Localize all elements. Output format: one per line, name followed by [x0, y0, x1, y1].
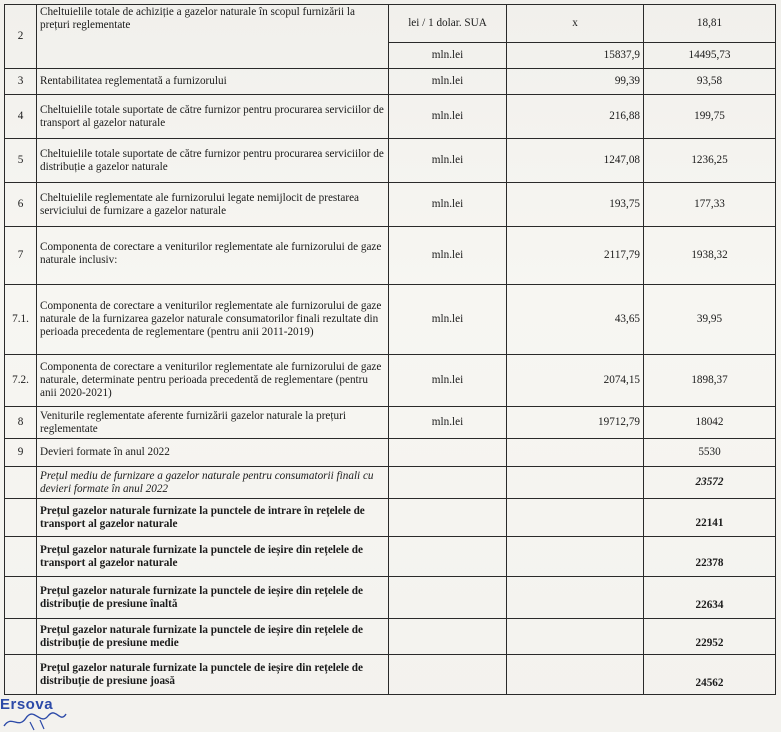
row-value-2: 22378 — [644, 537, 776, 577]
row-unit: mln.lei — [389, 285, 507, 355]
row-number: 4 — [5, 95, 37, 139]
row-value-1: 2117,79 — [507, 227, 644, 285]
row-value-1: 43,65 — [507, 285, 644, 355]
row-value-2: 14495,73 — [644, 43, 776, 69]
row-value-1: 193,75 — [507, 183, 644, 227]
row-number: 7.1. — [5, 285, 37, 355]
row-description: Prețul mediu de furnizare a gazelor naturale pentru consumatorii finali cu devieri formate în anul 2022 — [37, 467, 389, 499]
table-row — [5, 227, 776, 285]
row-number: 9 — [5, 439, 37, 467]
row-value-1 — [507, 499, 644, 537]
row-value-2: 39,95 — [644, 285, 776, 355]
row-value-2: 24562 — [644, 655, 776, 695]
row-description: Componenta de corectare a veniturilor reglementate ale furnizorului de gaze naturale inclusiv: — [37, 227, 389, 285]
row-value-2: 22141 — [644, 499, 776, 537]
row-value-2: 1938,32 — [644, 227, 776, 285]
row-value-2: 5530 — [644, 439, 776, 467]
row-unit — [389, 577, 507, 619]
row-unit — [389, 439, 507, 467]
row-unit: mln.lei — [389, 227, 507, 285]
row-unit: mln.lei — [389, 139, 507, 183]
row-value-1: 99,39 — [507, 69, 644, 95]
row-value-1 — [507, 619, 644, 655]
row-number: 2 — [5, 5, 37, 69]
row-description: Prețul gazelor naturale furnizate la punctele de ieșire din rețelele de transport al gazelor naturale — [37, 537, 389, 577]
table-row — [5, 5, 776, 43]
row-value-1 — [507, 537, 644, 577]
row-value-2: 18042 — [644, 407, 776, 439]
table-row — [5, 285, 776, 355]
table-row — [5, 407, 776, 439]
row-number: 3 — [5, 69, 37, 95]
table-row — [5, 139, 776, 183]
signature — [0, 696, 70, 732]
row-value-2: 23572 — [644, 467, 776, 499]
signature-name: Ersova — [0, 696, 54, 713]
row-value-2: 22634 — [644, 577, 776, 619]
row-unit: mln.lei — [389, 43, 507, 69]
table-row — [5, 499, 776, 537]
table-row — [5, 577, 776, 619]
row-value-1: 19712,79 — [507, 407, 644, 439]
row-description: Cheltuielile totale suportate de către furnizor pentru procurarea serviciilor de distribuție a gazelor naturale — [37, 139, 389, 183]
table-row — [5, 537, 776, 577]
row-value-1 — [507, 439, 644, 467]
row-value-2: 199,75 — [644, 95, 776, 139]
row-description: Prețul gazelor naturale furnizate la punctele de intrare în rețelele de transport al gazelor naturale — [37, 499, 389, 537]
row-unit: mln.lei — [389, 407, 507, 439]
table-row — [5, 95, 776, 139]
row-unit — [389, 467, 507, 499]
row-value-1: x — [507, 5, 644, 43]
row-unit: mln.lei — [389, 183, 507, 227]
row-number — [5, 467, 37, 499]
row-description: Veniturile reglementate aferente furnizării gazelor naturale la prețuri reglementate — [37, 407, 389, 439]
row-number — [5, 499, 37, 537]
row-description: Cheltuielile totale suportate de către furnizor pentru procurarea serviciilor de transport al gazelor naturale — [37, 95, 389, 139]
row-value-2: 177,33 — [644, 183, 776, 227]
row-number — [5, 577, 37, 619]
row-value-2: 22952 — [644, 619, 776, 655]
row-number — [5, 619, 37, 655]
row-description: Prețul gazelor naturale furnizate la punctele de ieșire din rețelele de distribuție de presiune joasă — [37, 655, 389, 695]
row-value-1 — [507, 577, 644, 619]
row-value-2: 1898,37 — [644, 355, 776, 407]
row-unit: mln.lei — [389, 69, 507, 95]
row-description: Prețul gazelor naturale furnizate la punctele de ieșire din rețelele de distribuție de presiune înaltă — [37, 577, 389, 619]
signature-scribble-icon — [0, 696, 70, 732]
table-row — [5, 619, 776, 655]
row-number: 8 — [5, 407, 37, 439]
table-row — [5, 69, 776, 95]
row-description: Devieri formate în anul 2022 — [37, 439, 389, 467]
table-row — [5, 439, 776, 467]
row-number — [5, 655, 37, 695]
row-number: 7 — [5, 227, 37, 285]
table-row — [5, 355, 776, 407]
row-number: 5 — [5, 139, 37, 183]
row-value-1 — [507, 467, 644, 499]
table-row — [5, 655, 776, 695]
row-number: 7.2. — [5, 355, 37, 407]
row-unit: lei / 1 dolar. SUA — [389, 5, 507, 43]
row-number — [5, 537, 37, 577]
row-value-2: 1236,25 — [644, 139, 776, 183]
row-value-2: 93,58 — [644, 69, 776, 95]
row-unit — [389, 537, 507, 577]
row-value-2: 18,81 — [644, 5, 776, 43]
row-description: Componenta de corectare a veniturilor reglementate ale furnizorului de gaze naturale de la furnizarea gazelor naturale consumatorilor finali rezultate din perioada precedenta de reglementare (pentru anii 2011-2019) — [37, 285, 389, 355]
row-value-1: 15837,9 — [507, 43, 644, 69]
table-row — [5, 467, 776, 499]
row-description: Componenta de corectare a veniturilor reglementate ale furnizorului de gaze naturale, determinate pentru perioada precedentă de reglementare (pentru anii 2020-2021) — [37, 355, 389, 407]
row-unit — [389, 655, 507, 695]
row-value-1: 2074,15 — [507, 355, 644, 407]
table-row — [5, 183, 776, 227]
row-description: Rentabilitatea reglementată a furnizorului — [37, 69, 389, 95]
row-description: Cheltuielile reglementate ale furnizorului legate nemijlocit de prestarea serviciului de furnizare a gazelor naturale — [37, 183, 389, 227]
row-number: 6 — [5, 183, 37, 227]
row-description: Prețul gazelor naturale furnizate la punctele de ieșire din rețelele de distribuție de presiune medie — [37, 619, 389, 655]
row-value-1: 216,88 — [507, 95, 644, 139]
row-value-1 — [507, 655, 644, 695]
row-unit: mln.lei — [389, 355, 507, 407]
row-value-1: 1247,08 — [507, 139, 644, 183]
row-unit — [389, 499, 507, 537]
row-unit: mln.lei — [389, 95, 507, 139]
row-description: Cheltuielile totale de achiziție a gazelor naturale în scopul furnizării la prețuri reglementate — [37, 5, 389, 69]
row-unit — [389, 619, 507, 655]
tariff-table — [4, 4, 776, 695]
